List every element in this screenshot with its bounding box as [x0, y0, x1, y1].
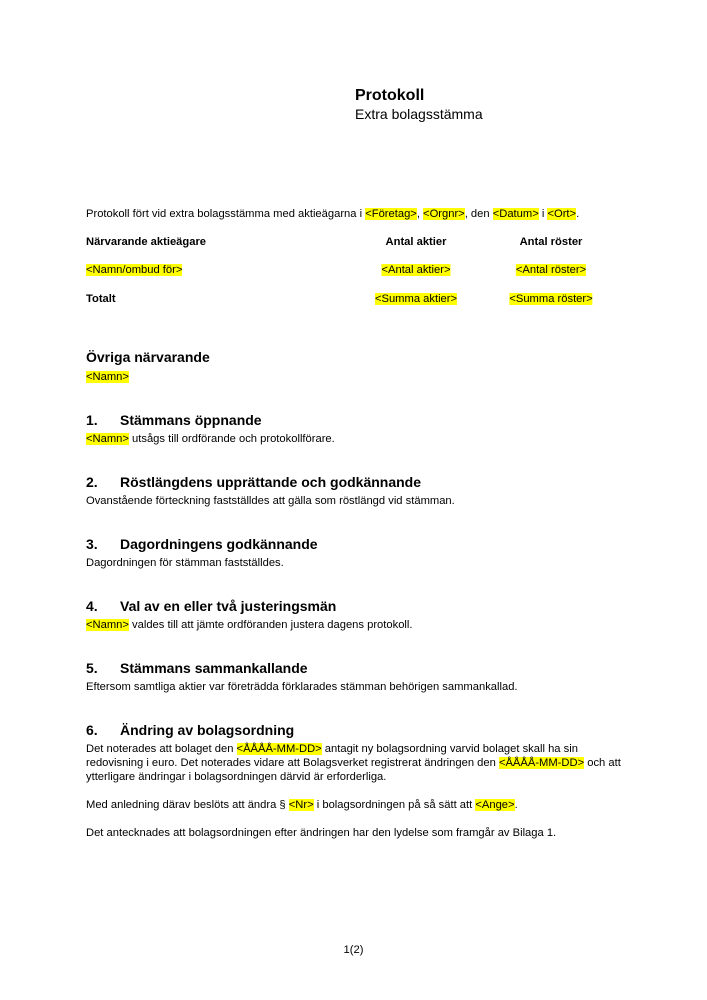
section-heading-2 — [86, 474, 421, 490]
page-number: 1(2) — [343, 944, 364, 956]
section-title: Val av en eller två justeringsmän — [120, 598, 337, 614]
placeholder-date: <ÅÅÅÅ-MM-DD> — [498, 757, 585, 769]
section-heading-3 — [86, 536, 318, 552]
section-text: Med anledning därav beslöts att ändra § — [86, 799, 289, 811]
ovriga-names — [86, 370, 626, 384]
section-body-4 — [86, 618, 626, 632]
section-number: 3. — [86, 536, 98, 552]
section-title: Dagordningens godkännande — [120, 536, 318, 552]
header-aktieagare: Närvarande aktieägare — [86, 236, 207, 248]
heading-ovriga: Övriga närvarande — [86, 349, 210, 365]
section-number: 6. — [86, 722, 98, 738]
header-antal-roster: Antal röster — [519, 236, 583, 248]
section-number: 4. — [86, 598, 98, 614]
cell-summa-roster: <Summa röster> — [509, 293, 593, 305]
cell-antal-aktier: <Antal aktier> — [381, 264, 451, 276]
header-antal-aktier: Antal aktier — [385, 236, 447, 248]
placeholder-ange: <Ange> — [475, 799, 515, 811]
section-text: . — [514, 799, 518, 811]
placeholder-date: <ÅÅÅÅ-MM-DD> — [236, 743, 322, 755]
cell-namn-ombud: <Namn/ombud för> — [86, 264, 183, 276]
section-title: Ändring av bolagsordning — [120, 722, 295, 738]
section-body-5: Eftersom samtliga aktier var företrädda förklarades stämman behörigen sammankallad. — [86, 681, 518, 693]
section-text: utsågs till ordförande och protokollförare. — [128, 433, 335, 445]
cell-antal-roster: <Antal röster> — [515, 264, 587, 276]
section-number: 1. — [86, 412, 98, 428]
section-body-3: Dagordningen för stämman fastställdes. — [86, 557, 284, 569]
section-text: Det noterades att bolaget den — [86, 743, 237, 755]
intro-separator: , — [416, 208, 424, 220]
section-body-6-paragraph-1 — [86, 742, 621, 784]
section-text: och att ytterligare ändringar i bolagsordningen därvid är erforderliga. — [86, 757, 621, 783]
placeholder-namn: <Namn> — [86, 371, 129, 383]
section-title: Stämmans öppnande — [120, 412, 262, 428]
placeholder-namn: <Namn> — [86, 433, 129, 445]
document-subtitle: Extra bolagsstämma — [355, 106, 483, 122]
section-body-6-paragraph-2 — [86, 798, 626, 812]
section-body-6-paragraph-3: Det antecknades att bolagsordningen efter ändringen har den lydelse som framgår av Bilaga 1. — [86, 827, 557, 839]
cell-summa-aktier: <Summa aktier> — [374, 293, 458, 305]
document-title: Protokoll — [355, 87, 425, 104]
section-heading-5 — [86, 660, 308, 676]
intro-end: . — [576, 208, 580, 220]
section-number: 2. — [86, 474, 98, 490]
section-title: Röstlängdens upprättande och godkännande — [120, 474, 422, 490]
section-body-1 — [86, 432, 626, 446]
placeholder-ort: <Ort> — [547, 208, 577, 220]
intro-paragraph — [86, 208, 579, 220]
section-heading-1 — [86, 412, 262, 428]
section-text: valdes till att jämte ordföranden justera dagens protokoll. — [128, 619, 413, 631]
placeholder-orgnr: <Orgnr> — [423, 208, 465, 220]
section-heading-4 — [86, 598, 336, 614]
section-text: i bolagsordningen på så sätt att — [313, 799, 476, 811]
placeholder-foretag: <Företag> — [365, 208, 417, 220]
cell-totalt: Totalt — [86, 293, 116, 305]
placeholder-nr: <Nr> — [288, 799, 314, 811]
section-title: Stämmans sammankallande — [120, 660, 308, 676]
intro-separator: i — [538, 208, 548, 220]
section-text: antagit ny bolagsordning varvid bolaget skall ha sin redovisning i euro. Det noterades vidare att Bolagsverket registrerat ändringen den — [86, 743, 578, 769]
section-body-2: Ovanstående förteckning fastställdes att gälla som röstlängd vid stämman. — [86, 495, 455, 507]
intro-separator: , den — [464, 208, 493, 220]
placeholder-namn: <Namn> — [86, 619, 129, 631]
section-number: 5. — [86, 660, 98, 676]
section-heading-6 — [86, 722, 294, 738]
placeholder-datum: <Datum> — [492, 208, 539, 220]
intro-text: Protokoll fört vid extra bolagsstämma med aktieägarna i — [86, 208, 366, 220]
